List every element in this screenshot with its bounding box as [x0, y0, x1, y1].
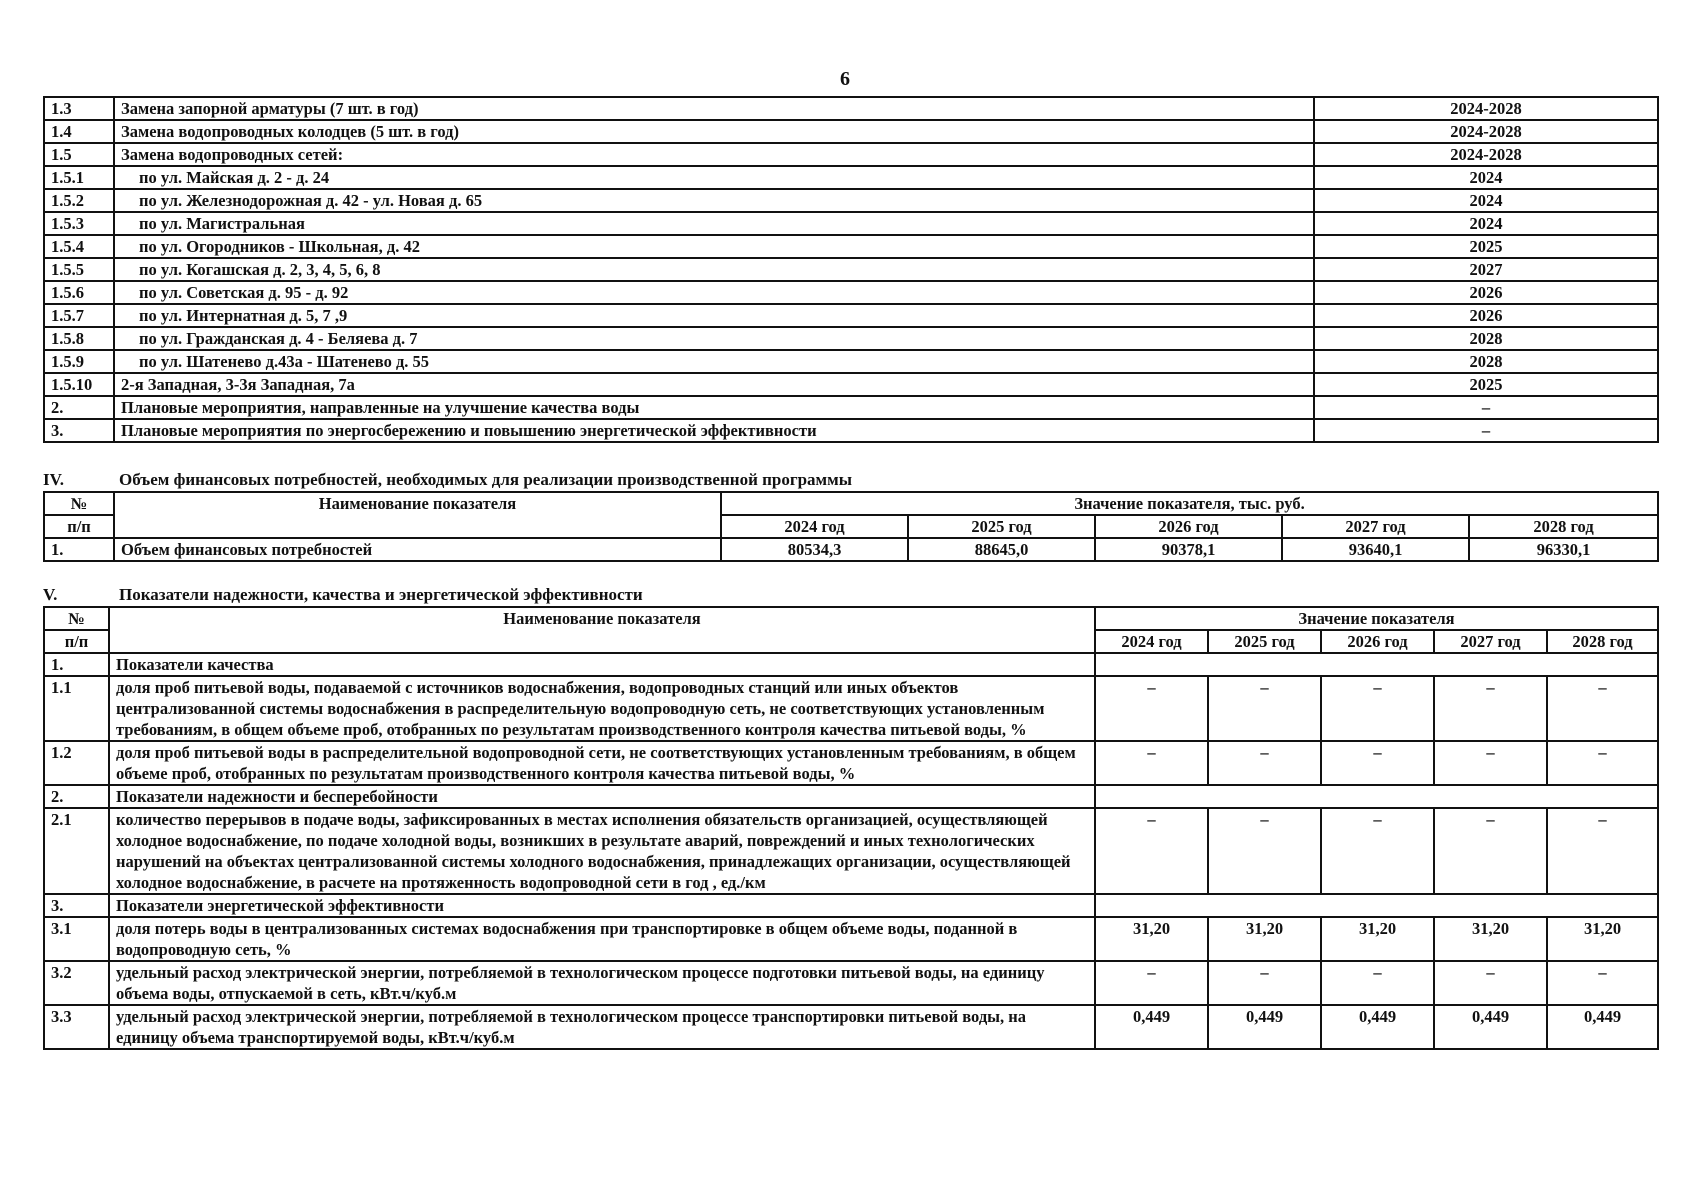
section-5-heading — [43, 585, 643, 605]
row-num: 1.3 — [44, 97, 114, 120]
row-period: 2028 — [1314, 350, 1658, 373]
row-name: Замена водопроводных сетей: — [114, 143, 1314, 166]
row-period: 2024 — [1314, 212, 1658, 235]
row-period: 2026 — [1314, 281, 1658, 304]
empty-cell — [1095, 653, 1658, 676]
value-cell: 90378,1 — [1095, 538, 1282, 561]
row-name: по ул. Магистральная — [114, 212, 1314, 235]
table-row — [44, 304, 1658, 327]
table-row — [44, 281, 1658, 304]
row-num: 2.1 — [44, 808, 109, 894]
row-num: 1.5 — [44, 143, 114, 166]
col-name-header: Наименование показателя — [109, 607, 1095, 653]
row-period: 2027 — [1314, 258, 1658, 281]
section-5-number: V. — [43, 585, 58, 604]
row-name: Замена водопроводных колодцев (5 шт. в год) — [114, 120, 1314, 143]
value-cell: – — [1208, 808, 1321, 894]
value-cell: 31,20 — [1208, 917, 1321, 961]
value-cell: – — [1434, 961, 1547, 1005]
table-row — [44, 373, 1658, 396]
row-period: 2024-2028 — [1314, 143, 1658, 166]
row-num: 3. — [44, 894, 109, 917]
row-name: по ул. Майская д. 2 - д. 24 — [114, 166, 1314, 189]
row-period: 2026 — [1314, 304, 1658, 327]
row-name: Показатели надежности и бесперебойности — [109, 785, 1095, 808]
table-row — [44, 235, 1658, 258]
row-period: 2024-2028 — [1314, 120, 1658, 143]
row-name: удельный расход электрической энергии, потребляемой в технологическом процессе транспортировки питьевой воды, на единицу объема транспортируемой воды, кВт.ч/куб.м — [109, 1005, 1095, 1049]
year-header: 2026 год — [1095, 515, 1282, 538]
value-cell: 31,20 — [1547, 917, 1658, 961]
row-name: по ул. Интернатная д. 5, 7 ,9 — [114, 304, 1314, 327]
year-header: 2028 год — [1469, 515, 1658, 538]
table-row — [44, 396, 1658, 419]
financial-needs-table — [43, 491, 1659, 562]
row-period: – — [1314, 419, 1658, 442]
group-row — [44, 894, 1658, 917]
row-num: 1.5.4 — [44, 235, 114, 258]
measures-table — [43, 96, 1659, 443]
value-cell: – — [1095, 741, 1208, 785]
row-num: 1.5.7 — [44, 304, 114, 327]
table-row — [44, 808, 1658, 894]
value-cell: 0,449 — [1208, 1005, 1321, 1049]
row-num: 1. — [44, 653, 109, 676]
year-header: 2025 год — [908, 515, 1095, 538]
value-cell: 0,449 — [1434, 1005, 1547, 1049]
row-period: 2025 — [1314, 235, 1658, 258]
row-num: 1.5.3 — [44, 212, 114, 235]
value-cell: – — [1434, 741, 1547, 785]
year-header: 2024 год — [721, 515, 908, 538]
value-cell: 0,449 — [1547, 1005, 1658, 1049]
year-header: 2027 год — [1282, 515, 1469, 538]
value-cell: 96330,1 — [1469, 538, 1658, 561]
value-cell: – — [1547, 961, 1658, 1005]
value-cell: 80534,3 — [721, 538, 908, 561]
row-num: 3.3 — [44, 1005, 109, 1049]
value-cell: – — [1434, 808, 1547, 894]
row-num: 1. — [44, 538, 114, 561]
row-period: – — [1314, 396, 1658, 419]
row-num: 1.2 — [44, 741, 109, 785]
table-row — [44, 166, 1658, 189]
row-name: доля потерь воды в централизованных системах водоснабжения при транспортировке в общем объеме воды, поданной в водопроводную сеть, % — [109, 917, 1095, 961]
row-name: количество перерывов в подаче воды, зафиксированных в местах исполнения обязательств организацией, осуществляющей холодное водоснабжение, по подаче холодной воды, возникших в результате аварий, повреждений и иных технологических нарушений на объектах централизованной системы холодного водоснабжения, принадлежащих организации, осуществляющей холодное водоснабжение, в расчете на протяженность водопроводной сети в год , ед./км — [109, 808, 1095, 894]
row-num: 1.4 — [44, 120, 114, 143]
row-num: 1.1 — [44, 676, 109, 741]
value-cell: 0,449 — [1095, 1005, 1208, 1049]
row-name: удельный расход электрической энергии, потребляемой в технологическом процессе подготовки питьевой воды, на единицу объема воды, отпускаемой в сеть, кВт.ч/куб.м — [109, 961, 1095, 1005]
row-name: доля проб питьевой воды в распределительной водопроводной сети, не соответствующих установленным требованиям, в общем объеме проб, отобранных по результатам производственного контроля качества питьевой воды, % — [109, 741, 1095, 785]
value-cell: 31,20 — [1321, 917, 1434, 961]
row-name: Объем финансовых потребностей — [114, 538, 721, 561]
table-row — [44, 961, 1658, 1005]
group-row — [44, 653, 1658, 676]
table-row — [44, 97, 1658, 120]
row-period: 2028 — [1314, 327, 1658, 350]
col-num-header: № — [44, 492, 114, 515]
table-row — [44, 1005, 1658, 1049]
value-cell: – — [1321, 741, 1434, 785]
row-num: 1.5.5 — [44, 258, 114, 281]
col-name-header: Наименование показателя — [114, 492, 721, 538]
year-header: 2027 год — [1434, 630, 1547, 653]
section-4-number: IV. — [43, 470, 64, 489]
table-row — [44, 189, 1658, 212]
row-num: 3. — [44, 419, 114, 442]
value-cell: 31,20 — [1434, 917, 1547, 961]
row-name: Показатели качества — [109, 653, 1095, 676]
value-cell: – — [1321, 676, 1434, 741]
value-cell: 0,449 — [1321, 1005, 1434, 1049]
row-name: Плановые мероприятия, направленные на улучшение качества воды — [114, 396, 1314, 419]
col-value-header: Значение показателя — [1095, 607, 1658, 630]
value-cell: 31,20 — [1095, 917, 1208, 961]
value-cell: – — [1095, 676, 1208, 741]
group-row — [44, 785, 1658, 808]
value-cell: 93640,1 — [1282, 538, 1469, 561]
row-num: 2. — [44, 396, 114, 419]
row-name: доля проб питьевой воды, подаваемой с источников водоснабжения, водопроводных станций или иных объектов централизованной системы водоснабжения в распределительную водопроводную сеть, не соответствующих установленным требованиям, в общем объеме проб, отобранных по результатам производственного контроля качества питьевой воды, % — [109, 676, 1095, 741]
row-num: 1.5.10 — [44, 373, 114, 396]
table-row — [44, 327, 1658, 350]
empty-cell — [1095, 785, 1658, 808]
value-cell: – — [1321, 808, 1434, 894]
row-name: по ул. Железнодорожная д. 42 - ул. Новая д. 65 — [114, 189, 1314, 212]
table-row — [44, 258, 1658, 281]
row-name: 2-я Западная, 3-3я Западная, 7а — [114, 373, 1314, 396]
col-num-header-b: п/п — [44, 515, 114, 538]
value-cell: – — [1547, 676, 1658, 741]
col-num-header: № — [44, 607, 109, 630]
row-name: Замена запорной арматуры (7 шт. в год) — [114, 97, 1314, 120]
row-name: по ул. Советская д. 95 - д. 92 — [114, 281, 1314, 304]
table-row — [44, 741, 1658, 785]
year-header: 2026 год — [1321, 630, 1434, 653]
table-row — [44, 212, 1658, 235]
col-num-header-b: п/п — [44, 630, 109, 653]
row-name: по ул. Огородников - Школьная, д. 42 — [114, 235, 1314, 258]
row-name: по ул. Шатенево д.43а - Шатенево д. 55 — [114, 350, 1314, 373]
row-num: 3.1 — [44, 917, 109, 961]
table-row — [44, 676, 1658, 741]
value-cell: – — [1208, 961, 1321, 1005]
row-name: Плановые мероприятия по энергосбережению и повышению энергетической эффективности — [114, 419, 1314, 442]
value-cell: – — [1095, 808, 1208, 894]
table-row — [44, 120, 1658, 143]
row-period: 2024 — [1314, 189, 1658, 212]
section-4-heading — [43, 470, 852, 490]
value-cell: – — [1208, 676, 1321, 741]
section-5-title: Показатели надежности, качества и энергетической эффективности — [119, 585, 643, 604]
row-num: 1.5.1 — [44, 166, 114, 189]
row-num: 3.2 — [44, 961, 109, 1005]
row-period: 2025 — [1314, 373, 1658, 396]
empty-cell — [1095, 894, 1658, 917]
value-cell: – — [1208, 741, 1321, 785]
year-header: 2024 год — [1095, 630, 1208, 653]
row-num: 2. — [44, 785, 109, 808]
row-num: 1.5.9 — [44, 350, 114, 373]
value-cell: – — [1095, 961, 1208, 1005]
table-row — [44, 143, 1658, 166]
table-row — [44, 917, 1658, 961]
row-period: 2024 — [1314, 166, 1658, 189]
col-value-header: Значение показателя, тыс. руб. — [721, 492, 1658, 515]
value-cell: – — [1547, 741, 1658, 785]
row-name: Показатели энергетической эффективности — [109, 894, 1095, 917]
table-row — [44, 350, 1658, 373]
section-4-title: Объем финансовых потребностей, необходимых для реализации производственной программы — [119, 470, 852, 489]
indicators-table — [43, 606, 1659, 1050]
year-header: 2028 год — [1547, 630, 1658, 653]
page-number: 6 — [840, 68, 850, 90]
row-num: 1.5.6 — [44, 281, 114, 304]
row-num: 1.5.2 — [44, 189, 114, 212]
row-period: 2024-2028 — [1314, 97, 1658, 120]
table-row — [44, 419, 1658, 442]
value-cell: – — [1547, 808, 1658, 894]
value-cell: – — [1434, 676, 1547, 741]
row-name: по ул. Гражданская д. 4 - Беляева д. 7 — [114, 327, 1314, 350]
value-cell: – — [1321, 961, 1434, 1005]
value-cell: 88645,0 — [908, 538, 1095, 561]
year-header: 2025 год — [1208, 630, 1321, 653]
row-num: 1.5.8 — [44, 327, 114, 350]
row-name: по ул. Когашская д. 2, 3, 4, 5, 6, 8 — [114, 258, 1314, 281]
